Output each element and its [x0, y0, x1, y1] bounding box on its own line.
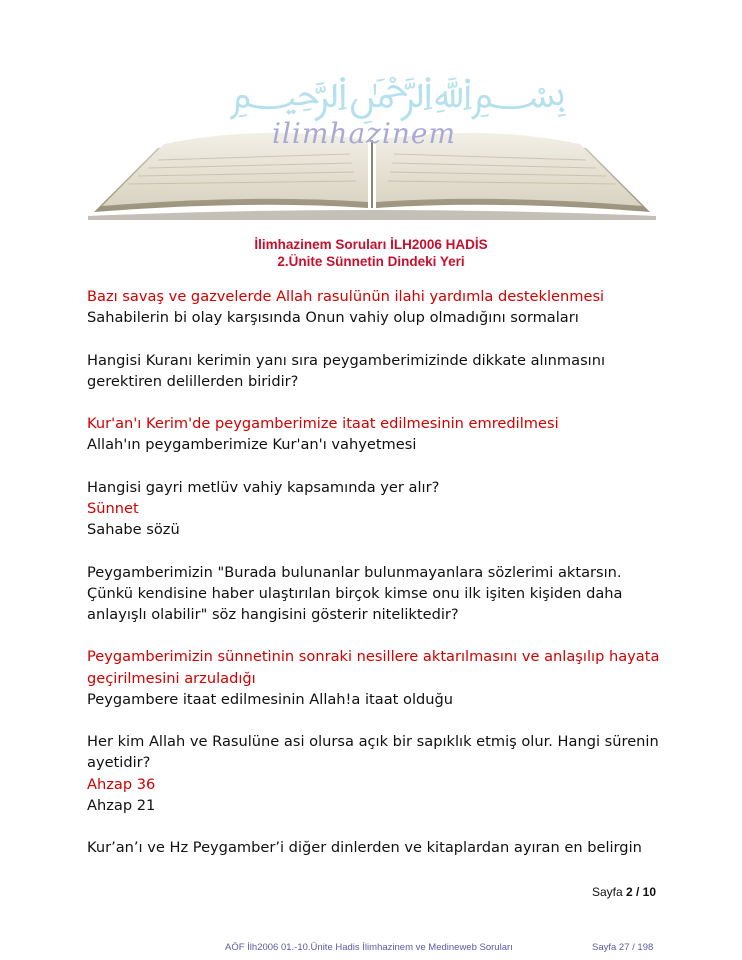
block-spacer [87, 625, 687, 646]
text-line: ayetidir? [87, 754, 151, 772]
page-prefix: Sayfa [591, 885, 623, 899]
answer-line: Ahzap 36 [87, 775, 156, 793]
text-line: Hangisi gayri metlüv vahiy kapsamında yer alır? [87, 478, 440, 496]
text-line: Allah'ın peygamberimize Kur'an'ı vahyetmesi [87, 436, 417, 454]
text-line: Sahabe sözü [87, 521, 180, 539]
text-line: Her kim Allah ve Rasulüne asi olursa açık bir sapıklık etmiş olur. Hangi sürenin [87, 733, 659, 751]
basmala-calligraphy-icon: ﷽ [229, 67, 567, 118]
text-line: Peygambere itaat edilmesinin Allah!a itaat olduğu [87, 690, 454, 708]
text-line: Çünkü kendisine haber ulaştırılan birçok kimse onu ilk işiten kişiden daha [87, 584, 623, 602]
block-spacer [87, 540, 687, 561]
block-spacer [87, 710, 687, 731]
block-spacer [87, 456, 687, 477]
text-line: Peygamberimizin "Burada bulunanlar bulunmayanlara sözlerimi aktarsın. [87, 563, 622, 581]
text-line: anlayışlı olabilir" söz hangisini gösterir niteliktedir? [87, 605, 459, 623]
header-banner [88, 30, 656, 222]
text-line: gerektiren delillerden biridir? [87, 372, 299, 390]
answer-line: geçirilmesini arzuladığı [87, 669, 256, 687]
answer-line: Kur'an'ı Kerim'de peygamberimize itaat edilmesinin emredilmesi [87, 415, 559, 433]
footer-source: AÖF İlh2006 01.-10.Ünite Hadis İlimhazinem ve Medineweb Soruları [225, 942, 513, 953]
page-number [592, 885, 656, 899]
footer-page: Sayfa 27 / 198 [592, 942, 654, 953]
block-spacer [87, 816, 687, 837]
block-spacer [87, 392, 687, 413]
text-line: Ahzap 21 [87, 796, 156, 814]
answer-line: Sünnet [87, 499, 139, 517]
block-spacer [87, 328, 687, 349]
answer-line: Peygamberimizin sünnetinin sonraki nesillere aktarılmasını ve anlaşılıp hayata [87, 648, 660, 666]
text-line: Sahabilerin bi olay karşısında Onun vahiy olup olmadığını sormaları [87, 309, 579, 327]
answer-line: Bazı savaş ve gazvelerde Allah rasulünün ilahi yardımla desteklenmesi [87, 288, 605, 305]
site-watermark: ilimhazinem [272, 117, 457, 150]
page-value: 2 / 10 [625, 885, 656, 899]
text-line: Hangisi Kuranı kerimin yanı sıra peygamberimizinde dikkate alınmasını [87, 351, 606, 369]
question-content [87, 286, 687, 858]
document-title: İlimhazinem Soruları İLH2006 HADİS [254, 237, 488, 252]
document-subtitle: 2.Ünite Sünnetin Dindeki Yeri [277, 254, 465, 269]
text-line: Kur’an’ı ve Hz Peygamber’i diğer dinlerden ve kitaplardan ayıran en belirgin [87, 839, 642, 857]
